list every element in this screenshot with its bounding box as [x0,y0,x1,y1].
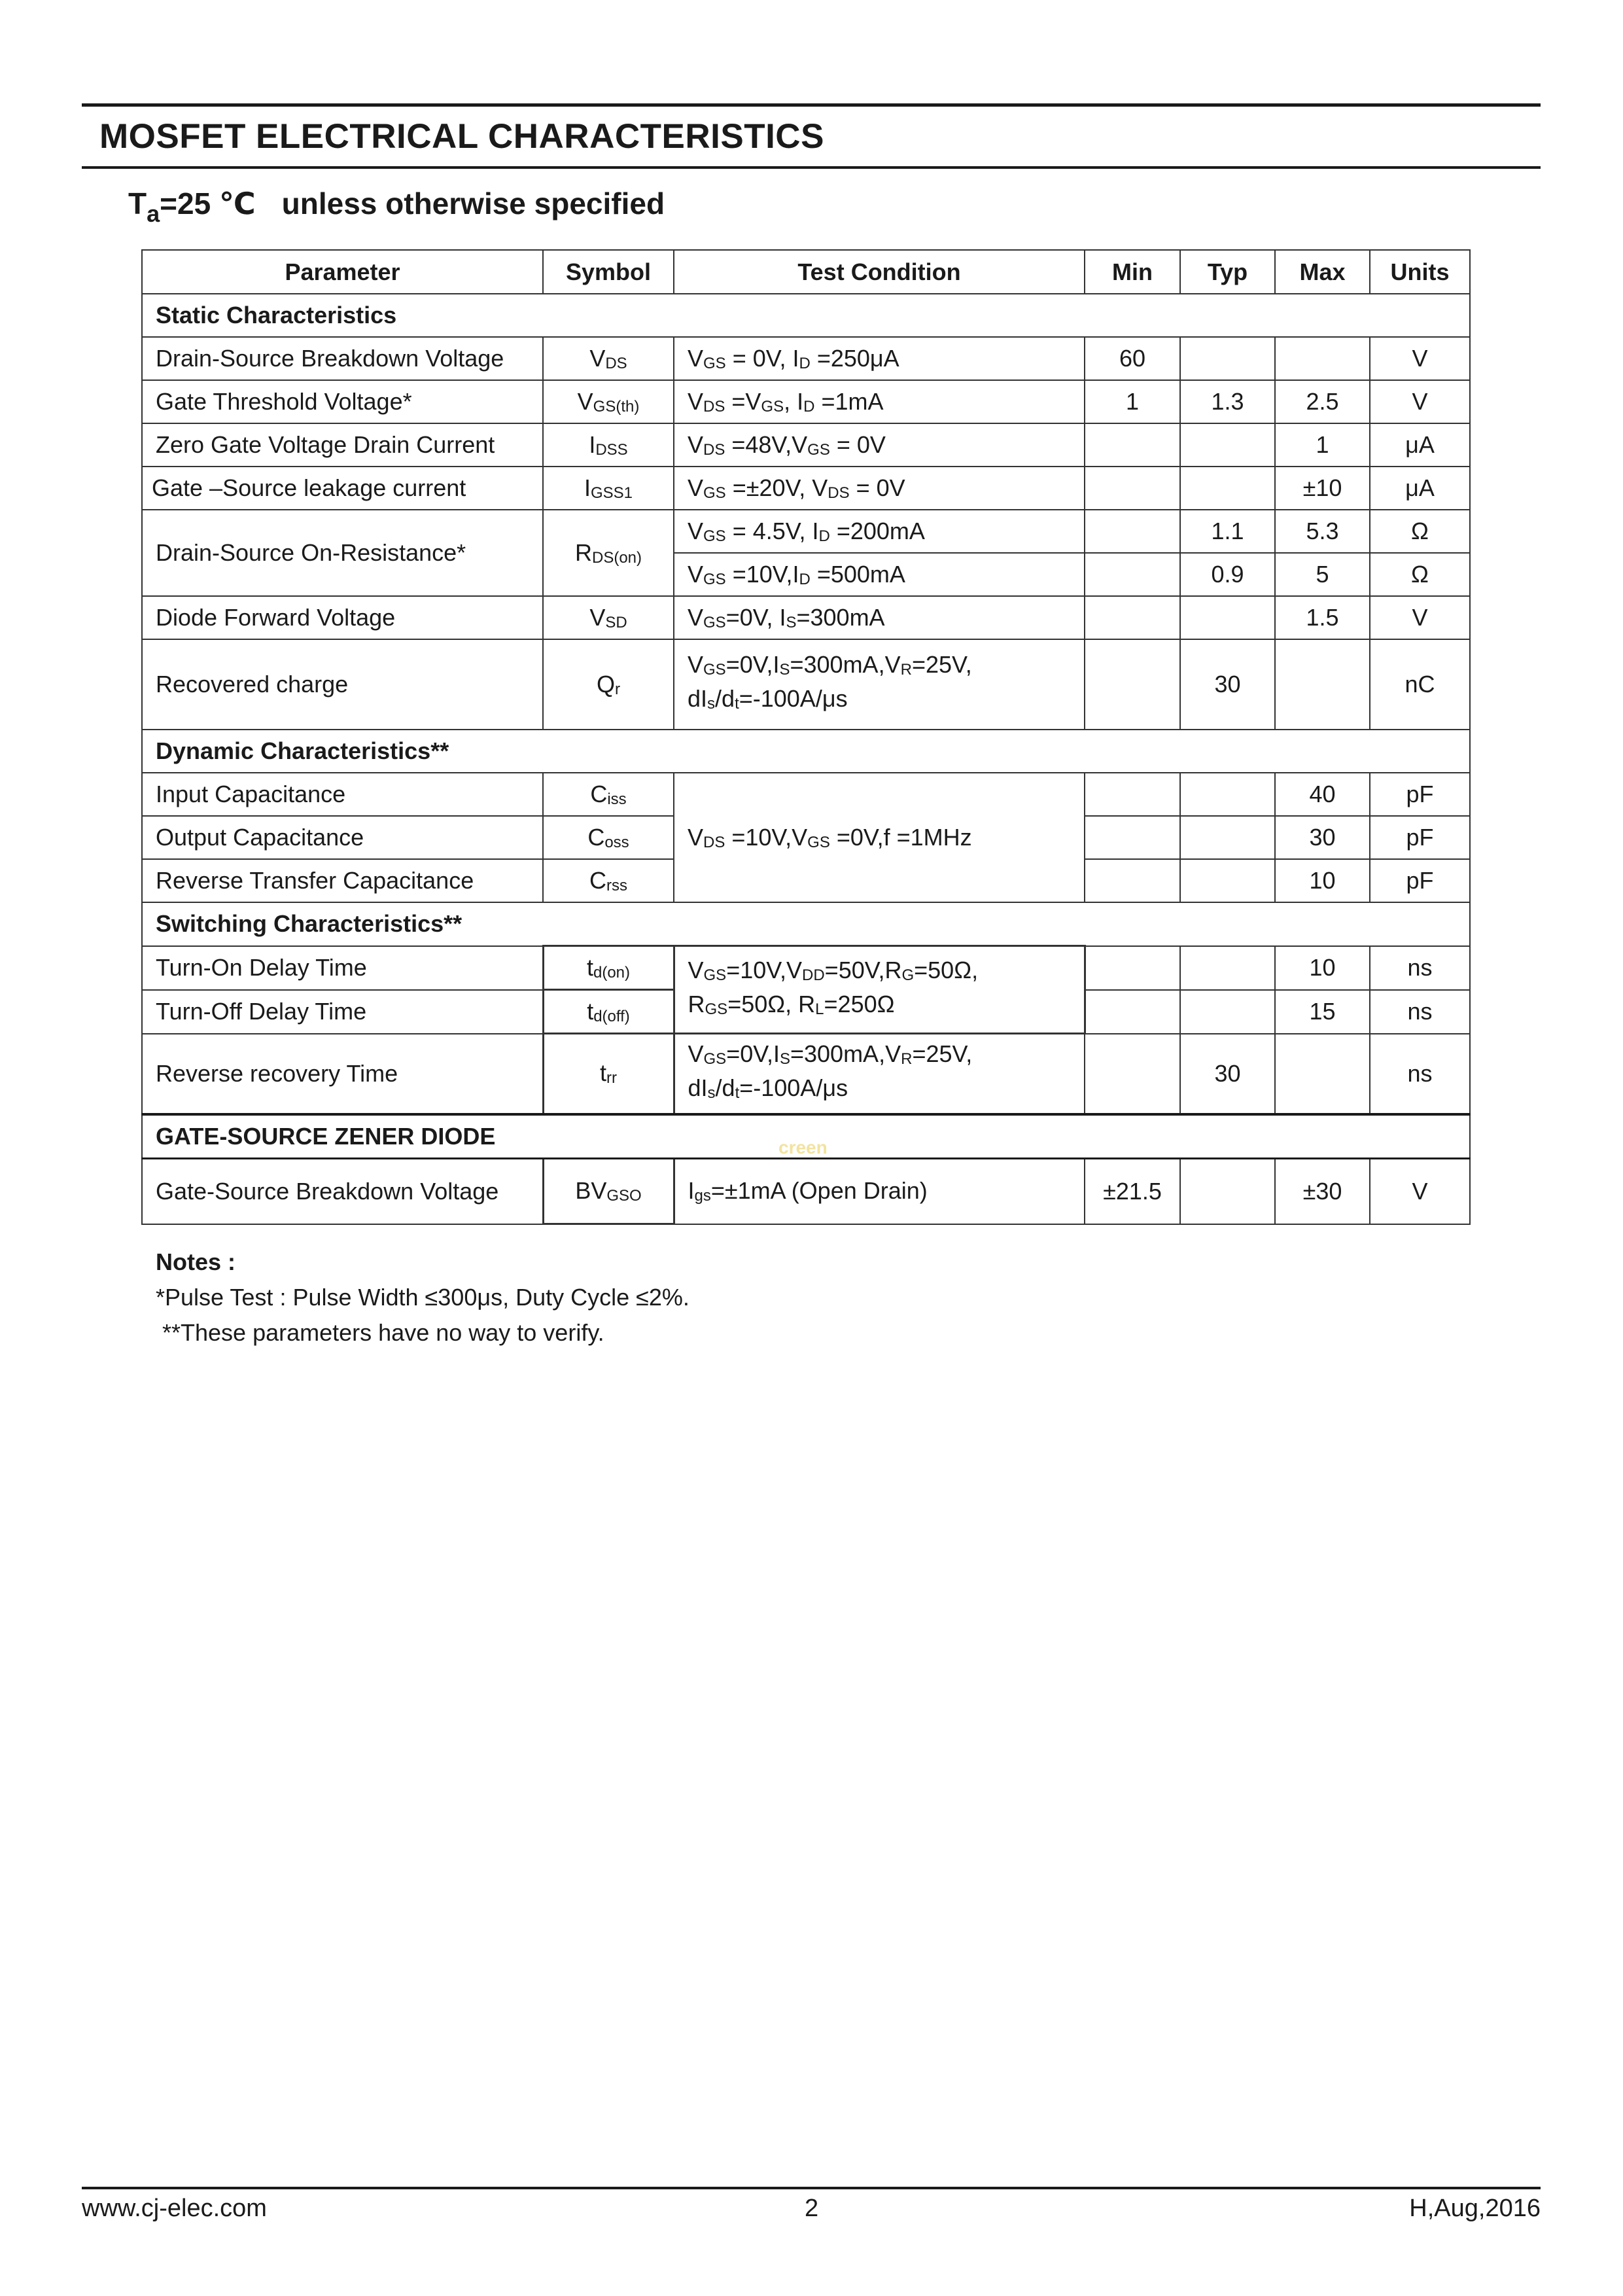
condition-cell: VDS =48V,VGS = 0V [674,423,1085,467]
max-cell: 30 [1275,816,1370,859]
condition-cell: VGS=0V,IS=300mA,VR=25V, dIs/dt=-100A/μs [674,639,1085,730]
symbol-cell: RDS(on) [543,510,674,596]
unit-cell: ns [1370,990,1470,1034]
table-row [142,510,1470,553]
table-row [142,337,1470,380]
condition-cell: VDS =VGS, ID =1mA [674,380,1085,423]
typ-cell [1180,816,1275,859]
unit-cell: nC [1370,639,1470,730]
section-zener: GATE-SOURCE ZENER DIODE [142,1114,1470,1159]
section-row [142,294,1470,337]
typ-cell [1180,946,1275,990]
table-row [142,1158,1470,1224]
param-cell: Gate-Source Breakdown Voltage [142,1158,543,1224]
condition-cell: VGS=0V, IS=300mA [674,596,1085,639]
notes [156,1245,689,1351]
unit-cell: ns [1370,1034,1470,1114]
unit-cell: μA [1370,423,1470,467]
min-cell [1085,990,1180,1034]
max-cell: 5 [1275,553,1370,596]
header-min: Min [1085,250,1180,294]
notes-heading: Notes : [156,1248,236,1275]
section-row [142,730,1470,773]
typ-cell: 30 [1180,1034,1275,1114]
unit-cell: V [1370,1158,1470,1224]
footer-rule [82,2187,1541,2189]
typ-cell [1180,990,1275,1034]
temp-symbol: T [128,186,147,221]
header-parameter: Parameter [142,250,543,294]
max-cell: 1 [1275,423,1370,467]
title-rule [82,166,1541,169]
param-cell: Gate Threshold Voltage* [142,380,543,423]
min-cell [1085,859,1180,902]
symbol-cell: Qr [543,639,674,730]
typ-cell: 30 [1180,639,1275,730]
table-header-row [142,250,1470,294]
symbol-cell: IGSS1 [543,467,674,510]
max-cell: 15 [1275,990,1370,1034]
condition-cell: VGS =10V,ID =500mA [674,553,1085,596]
page-title: MOSFET ELECTRICAL CHARACTERISTICS [99,117,824,156]
symbol-cell: BVGSO [543,1158,674,1224]
typ-cell: 1.3 [1180,380,1275,423]
page-number: 2 [805,2195,819,2222]
param-cell: Turn-On Delay Time [142,946,543,990]
unit-cell: Ω [1370,553,1470,596]
characteristics-table [141,249,1471,1225]
conditions-text: unless otherwise specified [281,186,665,221]
table-row [142,380,1470,423]
section-dynamic: Dynamic Characteristics** [142,730,1470,773]
unit-cell: ns [1370,946,1470,990]
header-units: Units [1370,250,1470,294]
typ-cell: 0.9 [1180,553,1275,596]
note-pulse-test: *Pulse Test : Pulse Width ≤300μs, Duty Cycle ≤2%. [156,1284,689,1311]
condition-cell: VGS = 4.5V, ID =200mA [674,510,1085,553]
symbol-cell: Ciss [543,773,674,816]
typ-cell [1180,859,1275,902]
top-rule [82,103,1541,107]
typ-cell [1180,423,1275,467]
param-cell: Gate –Source leakage current [142,467,543,510]
param-cell: Output Capacitance [142,816,543,859]
min-cell [1085,510,1180,553]
symbol-cell: Crss [543,859,674,902]
typ-cell [1180,596,1275,639]
table-row [142,423,1470,467]
max-cell [1275,639,1370,730]
min-cell: ±21.5 [1085,1158,1180,1224]
section-static: Static Characteristics [142,294,1470,337]
param-cell: Diode Forward Voltage [142,596,543,639]
max-cell [1275,1034,1370,1114]
min-cell [1085,816,1180,859]
section-switching: Switching Characteristics** [142,902,1470,946]
max-cell: 5.3 [1275,510,1370,553]
min-cell [1085,1034,1180,1114]
symbol-cell: td(on) [543,946,674,990]
footer-url: www.cj-elec.com [82,2195,267,2222]
min-cell [1085,553,1180,596]
min-cell [1085,773,1180,816]
unit-cell: μA [1370,467,1470,510]
unit-cell: pF [1370,816,1470,859]
table-row [142,639,1470,730]
symbol-cell: VDS [543,337,674,380]
max-cell: 2.5 [1275,380,1370,423]
table-row [142,596,1470,639]
temp-subscript: a [147,200,160,227]
typ-cell [1180,467,1275,510]
table-row [142,773,1470,816]
unit-cell: V [1370,596,1470,639]
max-cell: 10 [1275,946,1370,990]
header-typ: Typ [1180,250,1275,294]
condition-cell: VGS=0V,IS=300mA,VR=25V, dIs/dt=-100A/μs [674,1034,1085,1114]
param-cell: Zero Gate Voltage Drain Current [142,423,543,467]
param-cell: Drain-Source Breakdown Voltage [142,337,543,380]
unit-cell: V [1370,337,1470,380]
section-row [142,902,1470,946]
min-cell [1085,423,1180,467]
min-cell [1085,946,1180,990]
temp-value: =25 ℃ [160,186,256,221]
test-conditions [128,186,665,227]
table-row [142,946,1470,990]
typ-cell: 1.1 [1180,510,1275,553]
param-cell: Reverse recovery Time [142,1034,543,1114]
min-cell [1085,639,1180,730]
condition-cell: VGS = 0V, ID =250μA [674,337,1085,380]
unit-cell: V [1370,380,1470,423]
condition-cell: VGS=10V,VDD=50V,RG=50Ω, RGS=50Ω, RL=250Ω [674,946,1085,1034]
max-cell: ±30 [1275,1158,1370,1224]
min-cell [1085,467,1180,510]
unit-cell: pF [1370,859,1470,902]
header-symbol: Symbol [543,250,674,294]
table-row [142,1034,1470,1114]
header-test-condition: Test Condition [674,250,1085,294]
note-unverified: **These parameters have no way to verify. [162,1319,604,1346]
min-cell [1085,596,1180,639]
typ-cell [1180,773,1275,816]
condition-cell: Igs=±1mA (Open Drain) [674,1158,1085,1224]
param-cell: Recovered charge [142,639,543,730]
watermark-text: creen [778,1137,828,1157]
symbol-cell: td(off) [543,990,674,1034]
unit-cell: Ω [1370,510,1470,553]
max-cell: 1.5 [1275,596,1370,639]
symbol-cell: VSD [543,596,674,639]
unit-cell: pF [1370,773,1470,816]
symbol-cell: Coss [543,816,674,859]
param-cell: Reverse Transfer Capacitance [142,859,543,902]
param-cell: Turn-Off Delay Time [142,990,543,1034]
max-cell: 10 [1275,859,1370,902]
condition-cell: VGS =±20V, VDS = 0V [674,467,1085,510]
condition-cell: VDS =10V,VGS =0V,f =1MHz [674,773,1085,902]
param-cell: Input Capacitance [142,773,543,816]
max-cell: ±10 [1275,467,1370,510]
min-cell: 1 [1085,380,1180,423]
symbol-cell: IDSS [543,423,674,467]
table-row [142,467,1470,510]
max-cell [1275,337,1370,380]
footer-revision: H,Aug,2016 [1409,2195,1541,2222]
param-cell: Drain-Source On-Resistance* [142,510,543,596]
header-max: Max [1275,250,1370,294]
symbol-cell: VGS(th) [543,380,674,423]
symbol-cell: trr [543,1034,674,1114]
min-cell: 60 [1085,337,1180,380]
max-cell: 40 [1275,773,1370,816]
typ-cell [1180,337,1275,380]
typ-cell [1180,1158,1275,1224]
